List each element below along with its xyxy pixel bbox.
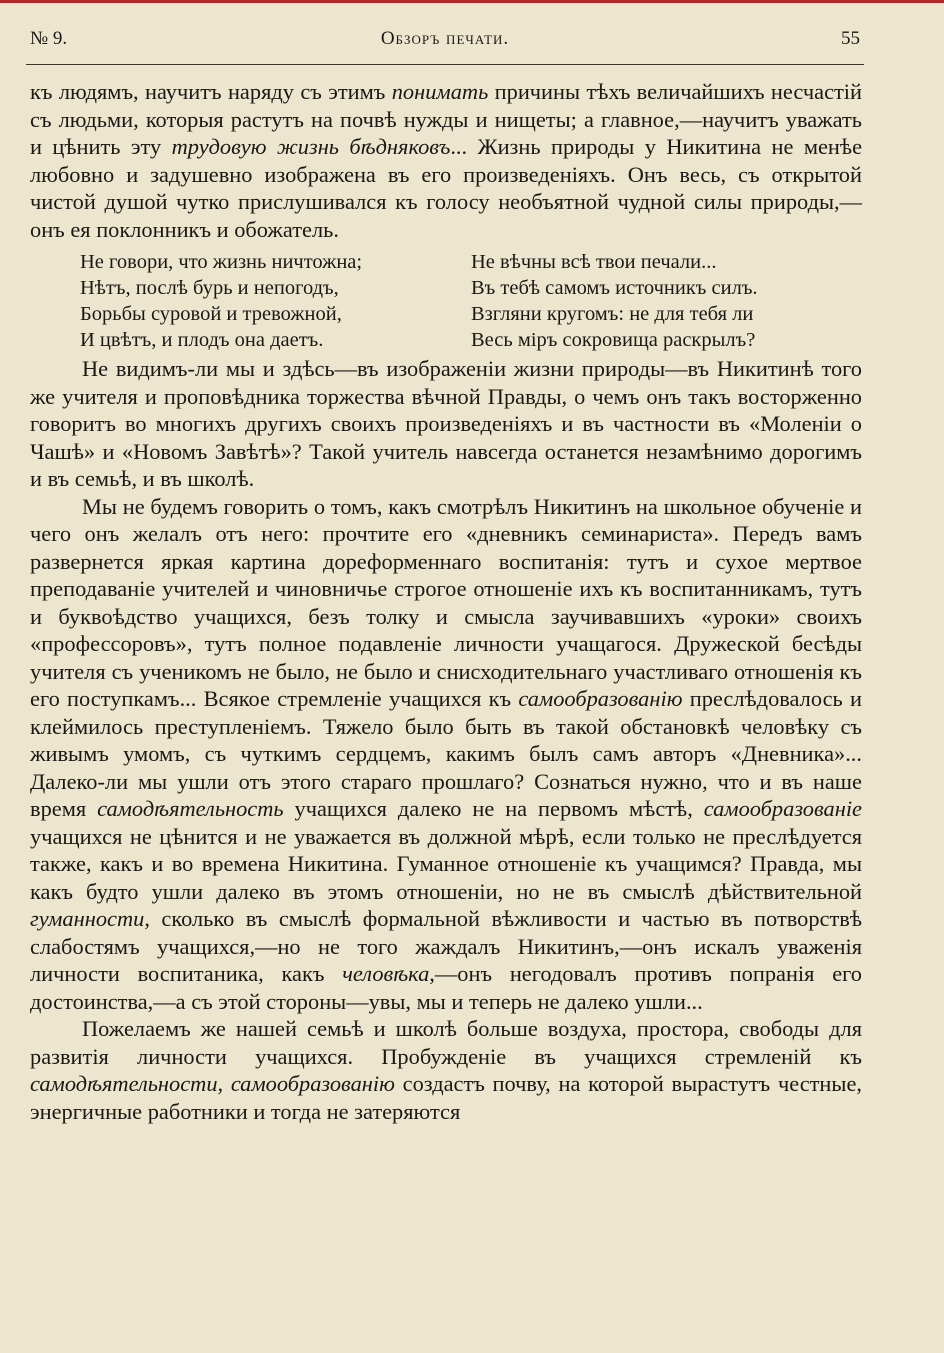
poem-line: Не говори, что жизнь ничтожна; [80, 251, 363, 273]
italic-emphasis: понимать [391, 79, 489, 104]
poem-line: Взгляни кругомъ: не для тебя ли [471, 303, 754, 325]
italic-emphasis: самообразованіе [703, 796, 862, 821]
poem-line: Не вѣчны всѣ твои печали... [471, 251, 717, 273]
paragraph-3 [30, 493, 862, 1016]
text-run: ,—онъ негодовалъ противъ попранія его достоинства,—а съ этой стороны—увы, мы и теперь не далеко ушли... [30, 961, 862, 1014]
text-run: создастъ почву, на которой вырастутъ честные, энергичные работники и тогда не затеряются [30, 1071, 862, 1124]
poem-line: И цвѣтъ, и плодъ она даетъ. [80, 329, 324, 351]
poem-line: Въ тебѣ самомъ источникъ силъ. [471, 277, 758, 299]
text-run: причины тѣхъ величайшихъ несчастій съ людьми, которыя растутъ на почвѣ нужды и нищеты; а главное,—научитъ уважать и цѣнить эту [30, 79, 862, 159]
italic-emphasis: трудовую жизнь бѣдняковъ [171, 134, 451, 159]
poem-line: Весь міръ сокровища раскрылъ? [471, 329, 756, 351]
paragraph-4 [30, 1015, 862, 1125]
italic-emphasis: человѣка [342, 961, 430, 986]
text-run: , сколько въ смыслѣ формальной вѣжливости и частью въ потворствѣ слабостямъ учащихся,—но не того жаждалъ Никитинъ,—онъ искалъ уваженія личности воспитаника, какъ [30, 906, 862, 986]
poem-column-left [80, 249, 471, 353]
paragraph-2 [30, 355, 862, 493]
text-run: преслѣдовалось и клеймилось преступленіемъ. Тяжело было быть въ такой обстановкѣ человѣку съ живымъ умомъ, съ чуткимъ сердцемъ, какимъ былъ самъ авторъ «Дневника»... Далеко-ли мы ушли отъ этого стараго прошлаго? Сознаться нужно, что и въ наше время [30, 686, 862, 821]
text-run: ... Жизнь природы у Никитина не менѣе любовно и задушевно изображена въ его произведеніяхъ. Онъ весь, съ открытой чистой душой чутко прислушивался къ голосу необъятной чудной силы природы,—онъ ея поклонникъ и обожатель. [30, 134, 863, 242]
text-run: Мы не будемъ говорить о томъ, какъ смотрѣлъ Никитинъ на школьное обученіе и чего онъ желалъ отъ него: прочтите его «дневникъ семинариста». Передъ вамъ развернется яркая картина дореформеннаго воспитанія: тутъ и сухое мертвое преподаваніе учителей и чиновничье строгое отношеніе ихъ къ воспитанникамъ, тутъ и буквоѣдство учащихся, безъ толку и смысла заучивавшихъ «уроки» своихъ «профессоровъ», тутъ полное подавленіе личности учащагося. Дружеской бесѣды учителя съ ученикомъ не было, не было и снисходительнаго участливаго отношенія къ его поступкамъ... Всякое стремленіе учащихся къ [30, 493, 862, 711]
text-run: Не видимъ-ли мы и здѣсь—въ изображеніи жизни природы—въ Никитинѣ того же учителя и проповѣдника торжества вѣчной Правды, о чемъ онъ такъ восторженно говоритъ во многихъ другихъ своихъ произведеніяхъ и въ частности въ «Моленіи о Чашѣ» и «Новомъ Завѣтѣ»? Такой учитель навсегда останется незамѣнимо дорогимъ и въ семьѣ, и въ школѣ. [30, 356, 862, 491]
italic-emphasis: самодѣятельность [97, 796, 284, 821]
text-run: Пожелаемъ же нашей семьѣ и школѣ больше воздуха, простора, свободы для развитія личности учащихся. Пробужденіе въ учащихся стремленій къ [30, 1016, 862, 1069]
page-header [30, 28, 860, 62]
header-rule [26, 64, 864, 65]
paragraph-1 [30, 78, 862, 243]
page-number: 55 [841, 28, 860, 49]
article-body [30, 78, 862, 1125]
issue-number: № 9. [30, 28, 68, 49]
text-run: учащихся далеко не на первомъ мѣстѣ, [283, 796, 704, 821]
poem-line: Борьбы суровой и тревожной, [80, 303, 342, 325]
poem-quote [80, 249, 862, 353]
running-title: Обзоръ печати. [380, 28, 510, 49]
poem-column-right [471, 249, 862, 353]
poem-line: Нѣтъ, послѣ бурь и непогодъ, [80, 277, 339, 299]
italic-emphasis: самодѣятельности, самообразованію [30, 1071, 395, 1096]
italic-emphasis: гуманности [30, 906, 145, 931]
top-edge-line [0, 0, 944, 3]
italic-emphasis: самообразованію [518, 686, 683, 711]
text-run: учащихся не цѣнится и не уважается въ должной мѣрѣ, если только не преслѣдуется также, какъ и во времена Никитина. Гуманное отношеніе къ учащимся? Правда, мы какъ будто ушли далеко въ этомъ отношеніи, но не въ смыслѣ дѣйствительной [30, 823, 862, 904]
text-run: къ людямъ, научитъ наряду съ этимъ [30, 79, 392, 104]
